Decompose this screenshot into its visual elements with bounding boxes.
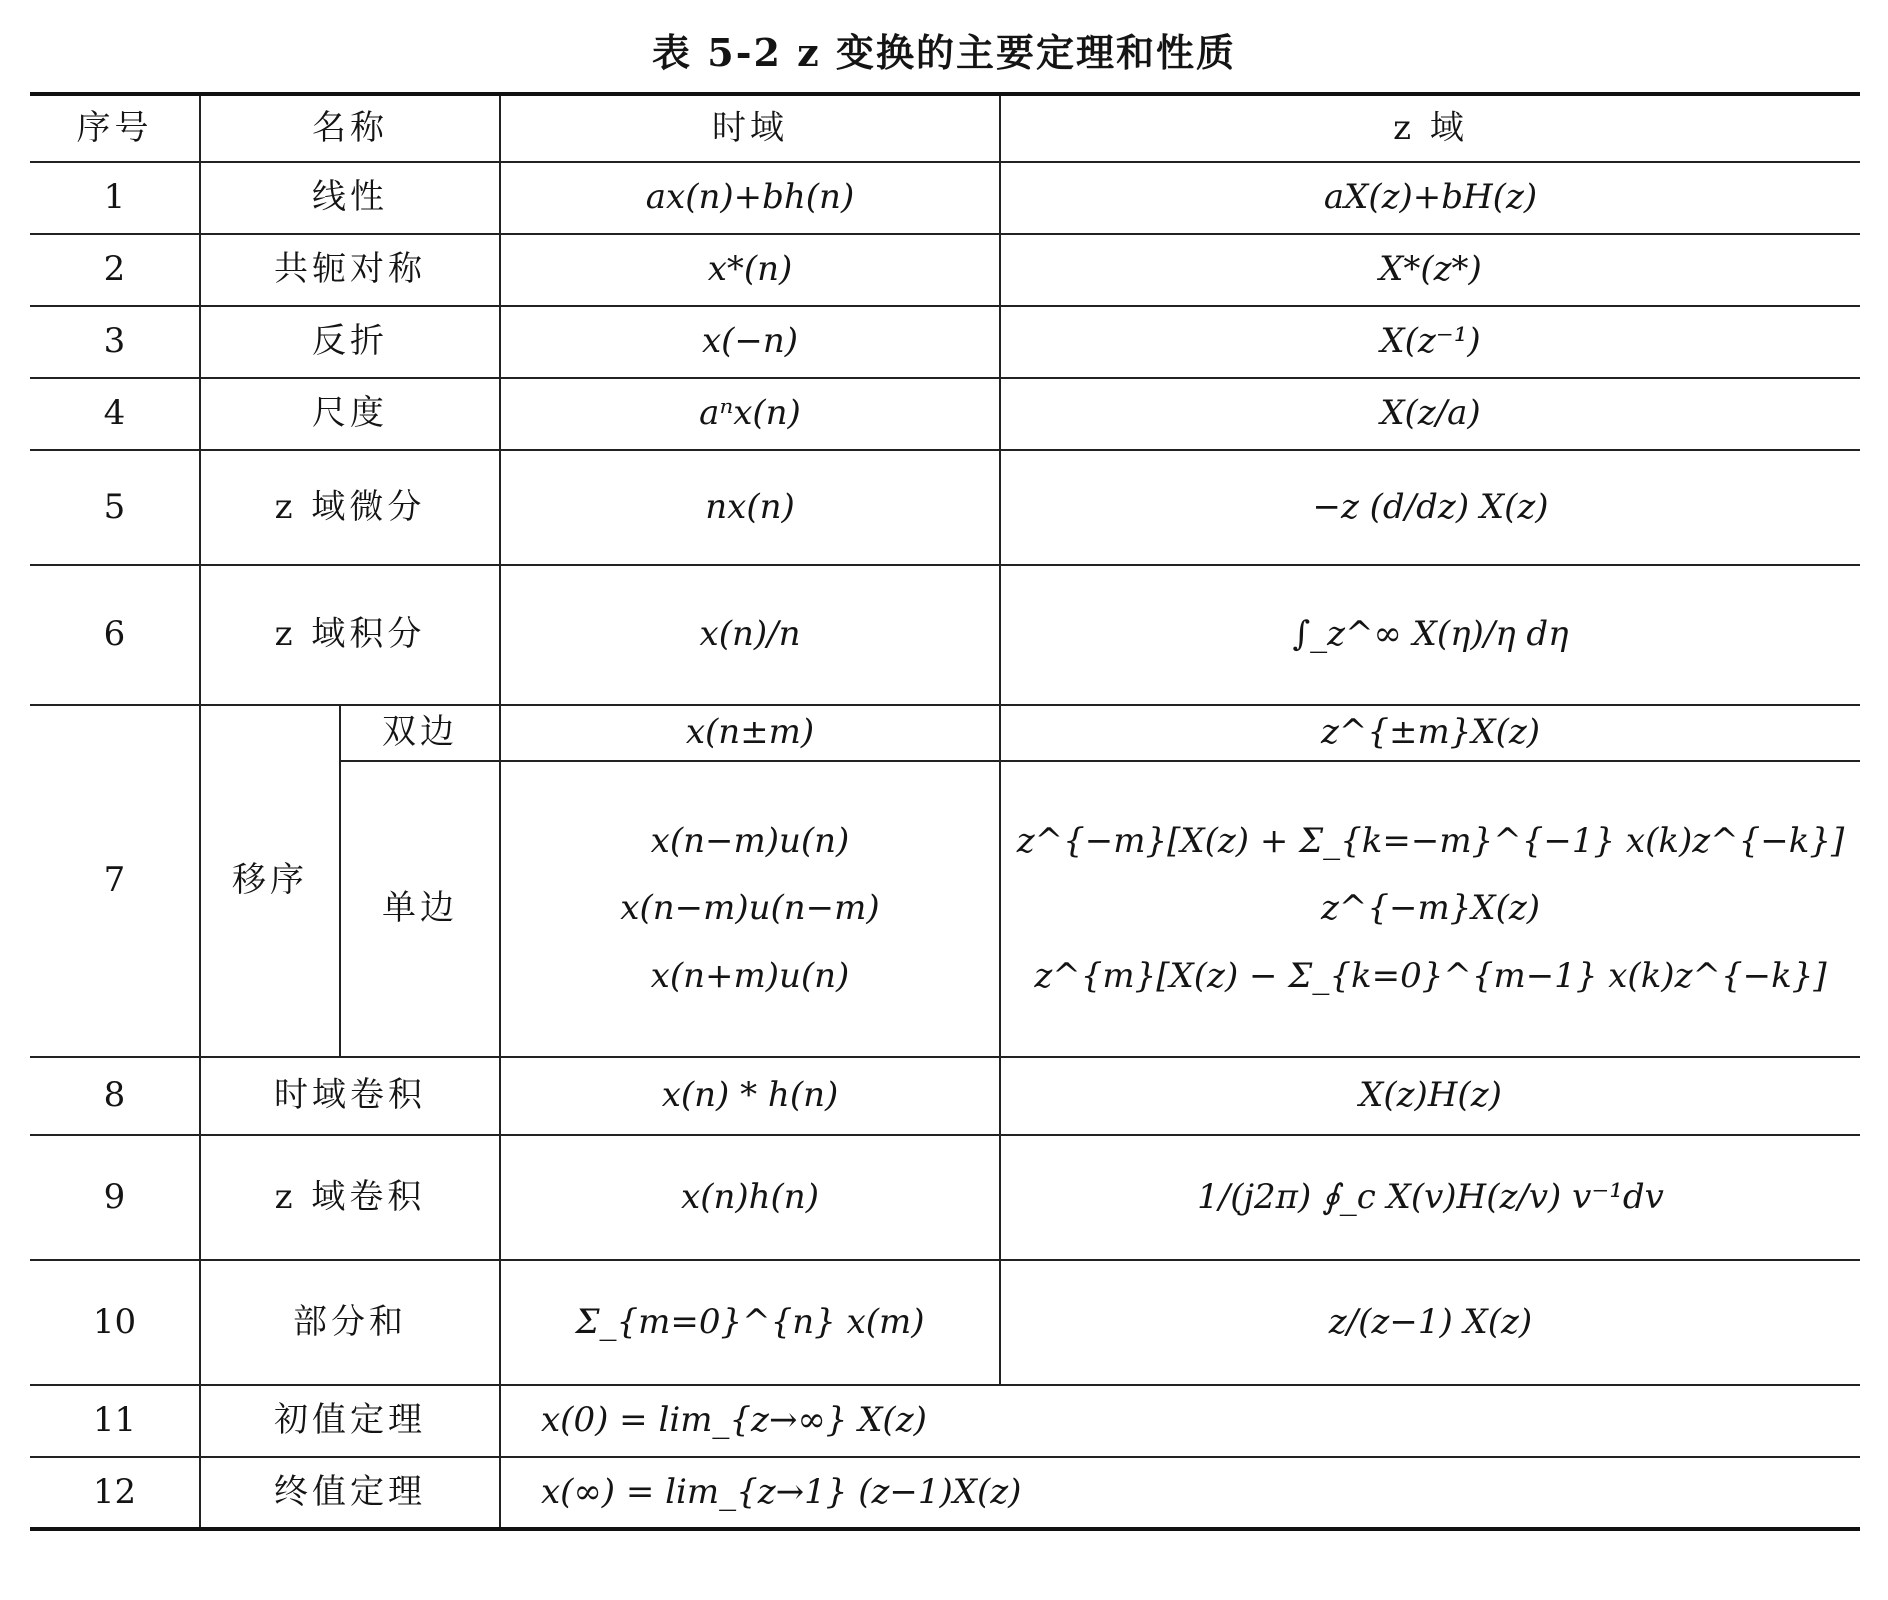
table-row (30, 1457, 1860, 1529)
sub-name-bilateral: 双边 (340, 705, 500, 761)
time-formula: x(n)h(n) (500, 1135, 1000, 1260)
row-name: z 域微分 (200, 450, 500, 565)
row-name: 线性 (200, 162, 500, 234)
row-no: 12 (30, 1457, 200, 1529)
z-formula: X(z/a) (1000, 378, 1860, 450)
sub-name-unilateral: 单边 (340, 761, 500, 1057)
row-name: 终值定理 (200, 1457, 500, 1529)
z-formula: −z (d/dz) X(z) (1000, 450, 1860, 565)
z-formula: 1/(j2π) ∮_c X(v)H(z/v) v⁻¹dv (1000, 1135, 1860, 1260)
time-formula: x(n) * h(n) (500, 1057, 1000, 1135)
z-transform-table (30, 92, 1860, 1531)
header-no: 序号 (30, 94, 200, 162)
z-formula-group (1000, 761, 1860, 1057)
table-row (30, 234, 1860, 306)
time-formula: ax(n)+bh(n) (500, 162, 1000, 234)
z-formula: z^{−m}[X(z) + Σ_{k=−m}^{−1} x(k)z^{−k}] (1016, 821, 1845, 862)
row-no: 4 (30, 378, 200, 450)
table-row (30, 1135, 1860, 1260)
table-caption: 表 5-2 z 变换的主要定理和性质 (652, 30, 1236, 75)
theorem-formula: x(∞) = lim_{z→1} (z−1)X(z) (541, 1471, 1022, 1512)
table-row (30, 378, 1860, 450)
header-time: 时域 (500, 94, 1000, 162)
row-no: 10 (30, 1260, 200, 1385)
row-no: 8 (30, 1057, 200, 1135)
row-no: 9 (30, 1135, 200, 1260)
table-row (30, 306, 1860, 378)
z-formula: z^{m}[X(z) − Σ_{k=0}^{m−1} x(k)z^{−k}] (1034, 955, 1827, 996)
time-formula: aⁿx(n) (500, 378, 1000, 450)
table-row (30, 1260, 1860, 1385)
row-no: 11 (30, 1385, 200, 1457)
time-formula: x(n)/n (500, 565, 1000, 705)
row-name: 初值定理 (200, 1385, 500, 1457)
table-row (30, 450, 1860, 565)
table-row (30, 1057, 1860, 1135)
time-formula: x*(n) (500, 234, 1000, 306)
row-name: z 域卷积 (200, 1135, 500, 1260)
table-row (30, 705, 1860, 761)
time-formula-group (500, 761, 1000, 1057)
time-formula: x(−n) (500, 306, 1000, 378)
time-formula: x(n±m) (500, 705, 1000, 761)
z-formula: z^{±m}X(z) (1000, 705, 1860, 761)
row-name: 部分和 (200, 1260, 500, 1385)
row-no: 3 (30, 306, 200, 378)
row-no: 1 (30, 162, 200, 234)
time-formula: x(n−m)u(n) (650, 821, 850, 862)
row-no: 2 (30, 234, 200, 306)
time-formula: x(n−m)u(n−m) (620, 888, 880, 929)
row-no: 7 (30, 705, 200, 1057)
row-name: 尺度 (200, 378, 500, 450)
z-formula: X(z)H(z) (1000, 1057, 1860, 1135)
theorem-formula: x(0) = lim_{z→∞} X(z) (500, 1385, 1860, 1457)
table-row (30, 565, 1860, 705)
row-no: 6 (30, 565, 200, 705)
row-name: 时域卷积 (200, 1057, 500, 1135)
row-name: 共轭对称 (200, 234, 500, 306)
header-name: 名称 (200, 94, 500, 162)
z-formula: aX(z)+bH(z) (1000, 162, 1860, 234)
time-formula: x(n+m)u(n) (650, 955, 850, 996)
header-row (30, 94, 1860, 162)
header-zdomain: z 域 (1000, 94, 1860, 162)
row-name: 反折 (200, 306, 500, 378)
z-formula: z/(z−1) X(z) (1000, 1260, 1860, 1385)
table-row (30, 162, 1860, 234)
z-formula: ∫_z^∞ X(η)/η dη (1000, 565, 1860, 705)
table-row (30, 1385, 1860, 1457)
time-formula: nx(n) (500, 450, 1000, 565)
time-formula: Σ_{m=0}^{n} x(m) (500, 1260, 1000, 1385)
z-formula: X*(z*) (1000, 234, 1860, 306)
row-name: 移序 (200, 705, 340, 1057)
row-no: 5 (30, 450, 200, 565)
row-name: z 域积分 (200, 565, 500, 705)
z-formula: z^{−m}X(z) (1320, 888, 1541, 929)
z-formula: X(z⁻¹) (1000, 306, 1860, 378)
